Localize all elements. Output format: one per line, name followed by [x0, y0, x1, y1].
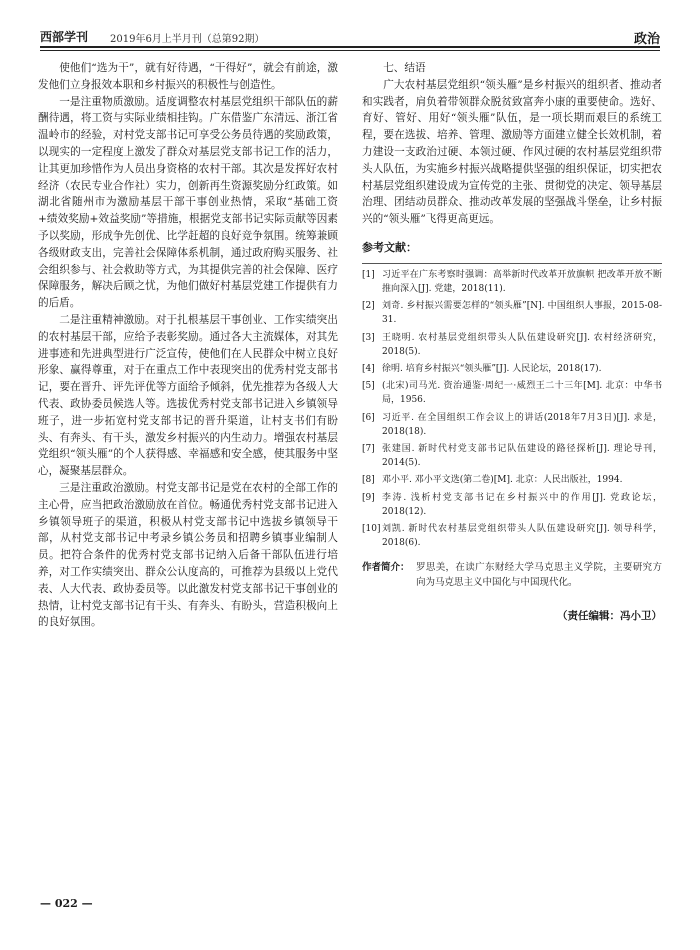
reference-text: 习近平在广东考察时强调：高举新时代改革开放旗帜 把改革开放不断推向深入[J]. 党建，2018(11).: [382, 269, 662, 294]
reference-number: [6]: [362, 412, 375, 423]
reference-number: [7]: [362, 444, 375, 454]
reference-item: [362, 331, 662, 359]
reference-text: 王晓明. 农村基层党组织带头人队伍建设研究[J]. 农村经济研究，2018(5).: [382, 332, 662, 357]
reference-item: [362, 379, 662, 407]
reference-number: [1]: [362, 269, 375, 280]
left-column: [38, 60, 338, 870]
paragraph: 三是注重政治激励。村党支部书记是党在农村的全部工作的主心骨，应当把政治激励放在首位。畅通优秀村党支部书记进入乡镇领导班子的渠道，积极从村党支部书记中选拔乡镇领导干部，从村党支部书记中考录乡镇公务员和招聘乡镇事业编制人员。把符合条件的优秀村党支部书记纳入后备干部队伍进行培养，对工作实绩突出、群众公认度高的，可推荐为县级以上党代表、人大代表、政协委员等。以此激发村党支部书记干事创业的热情，让村党支部书记有干头、有奔头、有盼头，营造积极向上的良好氛围。: [38, 481, 338, 629]
editor-credit: （责任编辑：冯小卫）: [557, 610, 662, 623]
header-rule-thin: [40, 50, 660, 51]
reference-number: [2]: [362, 301, 375, 312]
right-column: [362, 60, 662, 870]
reference-number: [4]: [362, 363, 375, 374]
author-text: 罗思美，在读广东财经大学马克思主义学院，主要研究方向为马克思主义中国化与中国现代化。: [416, 562, 662, 589]
reference-number: [3]: [362, 332, 375, 343]
paragraph: 广大农村基层党组织“领头雁”是乡村振兴的组织者、推动者和实践者，肩负着带领群众脱贫致富奔小康的重要使命。选好、育好、管好、用好“领头雁”队伍，是一项长期而艰巨的系统工程，要在选拔、培养、管理、激励等方面建立健全长效机制，着力建设一支政治过硬、本领过硬、作风过硬的农村基层党组织带头人队伍，为实施乡村振兴战略提供坚强的组织保证，切实把农村基层党组织建设成为宣传党的主张、贯彻党的决定、领导基层治理、团结动员群众、推动改革发展的坚强战斗堡垒，让乡村振兴的“领头雁”飞得更高更远。: [362, 78, 662, 226]
section-label: 政治: [633, 32, 660, 47]
references-list: [362, 268, 662, 551]
header-rule: [40, 46, 660, 48]
references-heading: 参考文献：: [362, 240, 417, 254]
reference-text: 习近平. 在全国组织工作会议上的讲话(2018年7月3日)[J]. 求是，2018(18).: [382, 412, 662, 437]
reference-item: [362, 299, 662, 327]
reference-text: (北宋)司马光. 资治通鉴·周纪一·威烈王二十三年[M]. 北京：中华书局，1956.: [382, 381, 662, 406]
page-header: [40, 12, 660, 47]
author-bio: [362, 560, 662, 590]
references-rule: [362, 263, 662, 264]
reference-item: [362, 268, 662, 296]
paragraph: 一是注重物质激励。适度调整农村基层党组织干部队伍的薪酬待遇，将工资与实际业绩相挂钩。广东借鉴广东清远、浙江省温岭市的经验，对村党支部书记可享受公务员待遇的奖励政策，以现实的一定程度上激发了群众对基层党支部书记工作的活力，让其更加珍惜作为人员出身资格的农村干部。其次是发挥好农村经济（农民专业合作社）实力，创新再生资源奖励分红政策。如湖北省随州市为激励基层干部干事创业热情，采取“基础工资+绩效奖励+效益奖励”等措施，根据党支部书记实际贡献等因素予以奖励，形成争先创优、比学赶超的良好竞争氛围。统筹兼顾各级财政支出，完善社会保障体系机制，通过政府购买服务、社会组织参与、社会救助等方式，为其提供完善的社会保障、医疗保障服务，解决后顾之忧，为他们做好村基层党建工作提供有力的后盾。: [38, 95, 338, 310]
reference-number: [9]: [362, 492, 375, 503]
journal-name: 西部学刊: [40, 30, 89, 44]
reference-text: 邓小平. 邓小平文选(第二卷)[M]. 北京：人民出版社，1994.: [382, 475, 623, 486]
reference-item: [362, 411, 662, 439]
reference-text: 徐明. 培育乡村振兴“领头雁”[J]. 人民论坛，2018(17).: [382, 363, 602, 374]
section-heading: 七、结语: [383, 62, 426, 74]
reference-item: [362, 522, 662, 550]
paragraph: 使他们“选为干”，就有好待遇，“干得好”，就会有前途，激发他们立身报效本职和乡村振兴的积极性与创造性。: [38, 62, 338, 91]
reference-text: 刘奇. 乡村振兴需要怎样的“领头雁”[N]. 中国组织人事报，2015-08-31.: [382, 301, 662, 326]
reference-text: 张建国. 新时代村党支部书记队伍建设的路径探析[J]. 理论导刊，2014(5).: [382, 444, 662, 469]
paragraph: 二是注重精神激励。对于扎根基层干事创业、工作实绩突出的农村基层干部，应给予表彰奖励。通过各大主流媒体，对其先进事迹和先进典型进行广泛宣传，使他们在人民群众中树立良好形象、赢得尊重，对于在重点工作中表现突出的优秀村党支部书记，要在晋升、评先评优等方面给予倾斜，优先推荐为各级人大代表、政协委员候选人等。选拔优秀村党支部书记进入乡镇领导班子，进一步拓宽村党支部书记的晋升渠道，让村支书们有盼头、有奔头、有干头，激发乡村振兴的内生动力。增强农村基层党组织“领头雁”的个人获得感、幸福感和安全感，使其服务中坚心，凝聚基层群众。: [38, 313, 338, 478]
issue-info: 2019年6月上半月刊（总第92期）: [110, 34, 265, 45]
reference-number: [10]: [362, 524, 381, 535]
author-label: 作者简介：: [362, 562, 410, 574]
reference-item: [362, 491, 662, 519]
reference-item: [362, 362, 662, 376]
reference-number: [8]: [362, 475, 375, 486]
reference-number: [5]: [362, 381, 375, 392]
reference-item: [362, 473, 662, 487]
reference-text: 刘凯. 新时代农村基层党组织带头人队伍建设研究[J]. 领导科学，2018(6).: [382, 524, 662, 549]
page-number: — 022 —: [40, 897, 93, 910]
reference-item: [362, 442, 662, 470]
reference-text: 李涛. 浅析村党支部书记在乡村振兴中的作用[J]. 党政论坛，2018(12).: [382, 492, 662, 517]
